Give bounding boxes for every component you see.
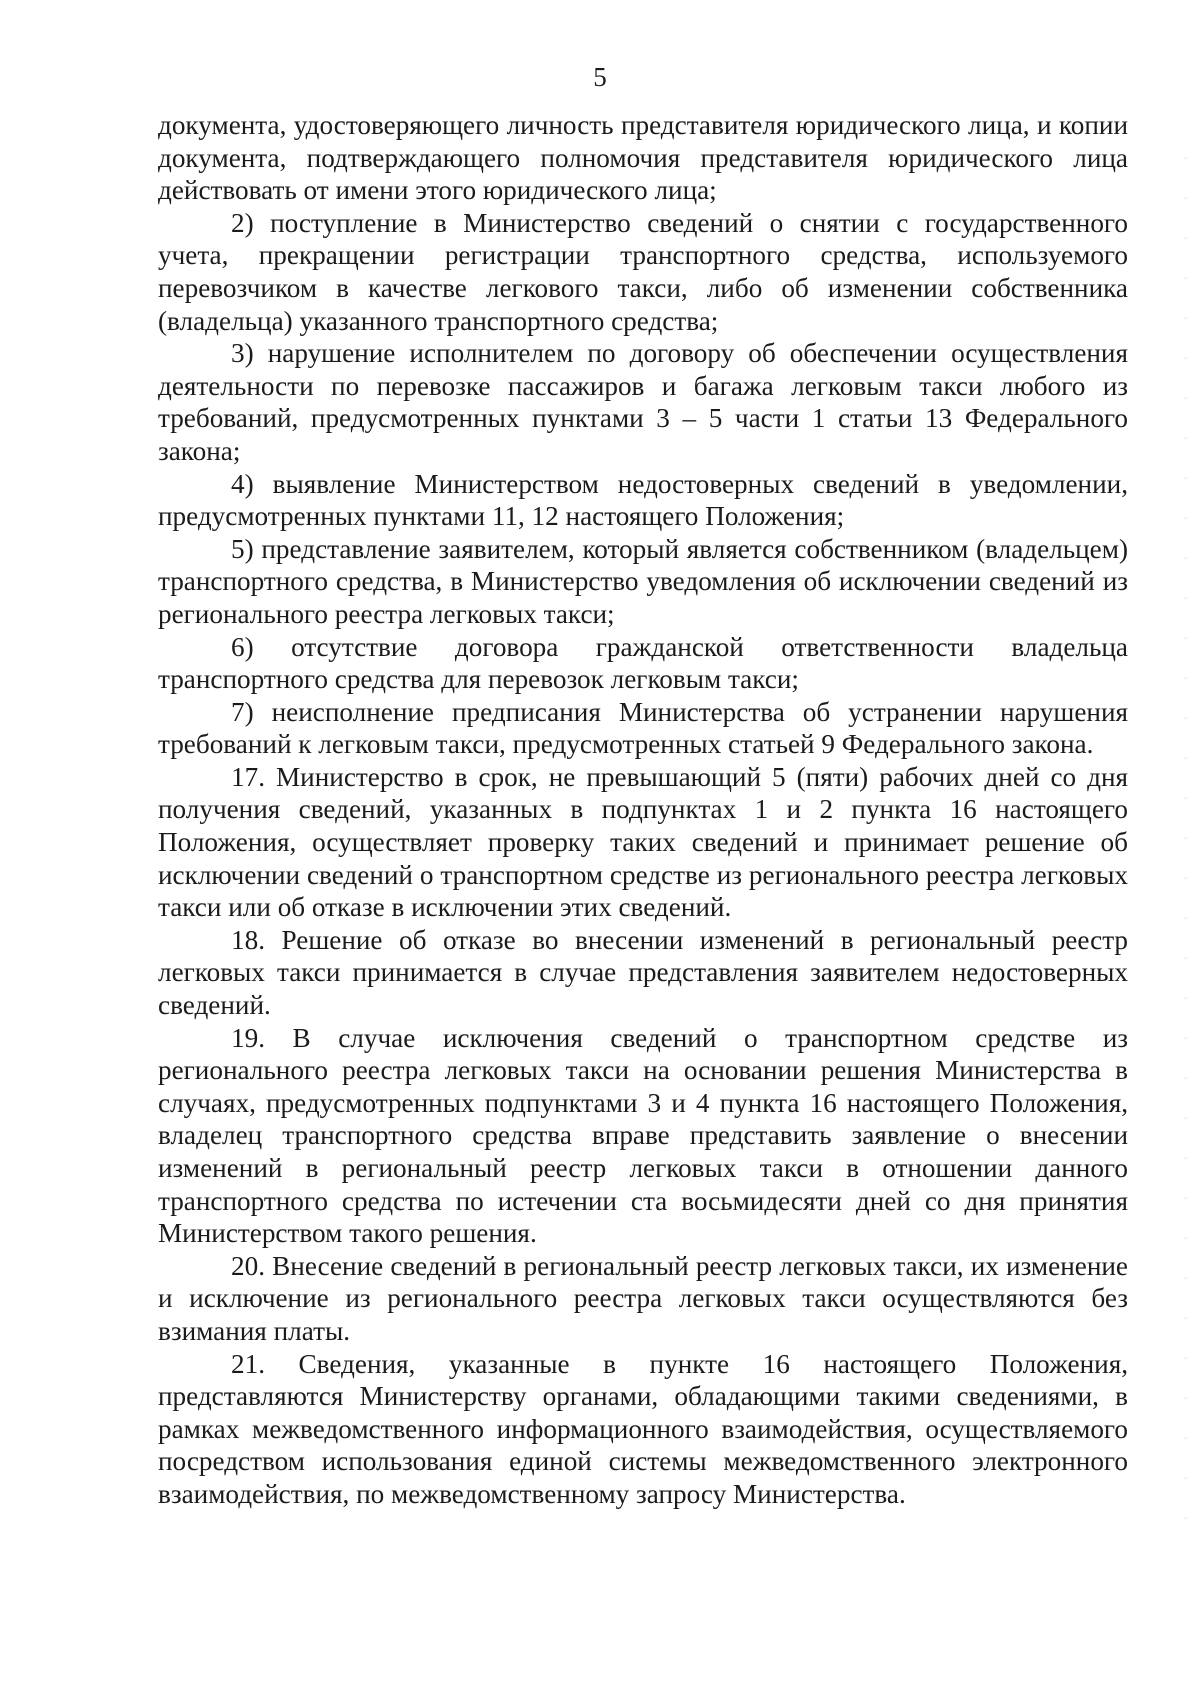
- paragraph-item-21: 21. Сведения, указанные в пункте 16 настоящего Положения, представляются Министерству органами, обладающими такими сведениями, в рамках межведомственного информационного взаимодействия, осуществляемого посредством использования единой системы межведомственного электронного взаимодействия, по межведомственному запросу Министерства.: [158, 1348, 1128, 1509]
- document-body: [158, 109, 1128, 1511]
- page-number: 5: [593, 62, 607, 92]
- paragraph-subitem-5: 5) представление заявителем, который является собственником (владельцем) транспортного средства, в Министерство уведомления об исключении сведений из регионального реестра легковых такси;: [158, 533, 1128, 629]
- paragraph-item-18: 18. Решение об отказе во внесении изменений в региональный реестр легковых такси принимается в случае представления заявителем недостоверных сведений.: [158, 924, 1128, 1021]
- paragraph-subitem-4: 4) выявление Министерством недостоверных сведений в уведомлении, предусмотренных пунктами 11, 12 настоящего Положения;: [158, 468, 1128, 532]
- paragraph-subitem-7: 7) неисполнение предписания Министерства об устранении нарушения требований к легковым такси, предусмотренных статьей 9 Федерального закона.: [158, 696, 1128, 760]
- paragraph-continuation: документа, удостоверяющего личность представителя юридического лица, и копии документа, подтверждающего полномочия представителя юридического лица действовать от имени этого юридического лица;: [158, 110, 1128, 206]
- paragraph-subitem-6: 6) отсутствие договора гражданской ответственности владельца транспортного средства для перевозок легковым такси;: [158, 631, 1128, 695]
- paragraph-item-19: 19. В случае исключения сведений о транспортном средстве из регионального реестра легковых такси на основании решения Министерства в случаях, предусмотренных подпунктами 3 и 4 пункта 16 настоящего Положения, владелец транспортного средства вправе представить заявление о внесении изменений в региональный реестр легковых такси в отношении данного транспортного средства по истечении ста восьмидесяти дней со дня принятия Министерством такого решения.: [158, 1022, 1128, 1249]
- paragraph-item-20: 20. Внесение сведений в региональный реестр легковых такси, их изменение и исключение из регионального реестра легковых такси осуществляются без взимания платы.: [158, 1250, 1128, 1346]
- paragraph-subitem-2: 2) поступление в Министерство сведений о снятии с государственного учета, прекращении регистрации транспортного средства, используемого перевозчиком в качестве легкового такси, либо об изменении собственника (владельца) указанного транспортного средства;: [158, 207, 1128, 336]
- scan-edge-artifact: [1184, 120, 1188, 1520]
- paragraph-subitem-3: 3) нарушение исполнителем по договору об обеспечении осуществления деятельности по перевозке пассажиров и багажа легковым такси любого из требований, предусмотренных пунктами 3 – 5 части 1 статьи 13 Федерального закона;: [158, 338, 1128, 466]
- paragraph-item-17: 17. Министерство в срок, не превышающий 5 (пяти) рабочих дней со дня получения сведений, указанных в подпунктах 1 и 2 пункта 16 настоящего Положения, осуществляет проверку таких сведений и принимает решение об исключении сведений о транспортном средстве из регионального реестра легковых такси или об отказе в исключении этих сведений.: [158, 761, 1128, 923]
